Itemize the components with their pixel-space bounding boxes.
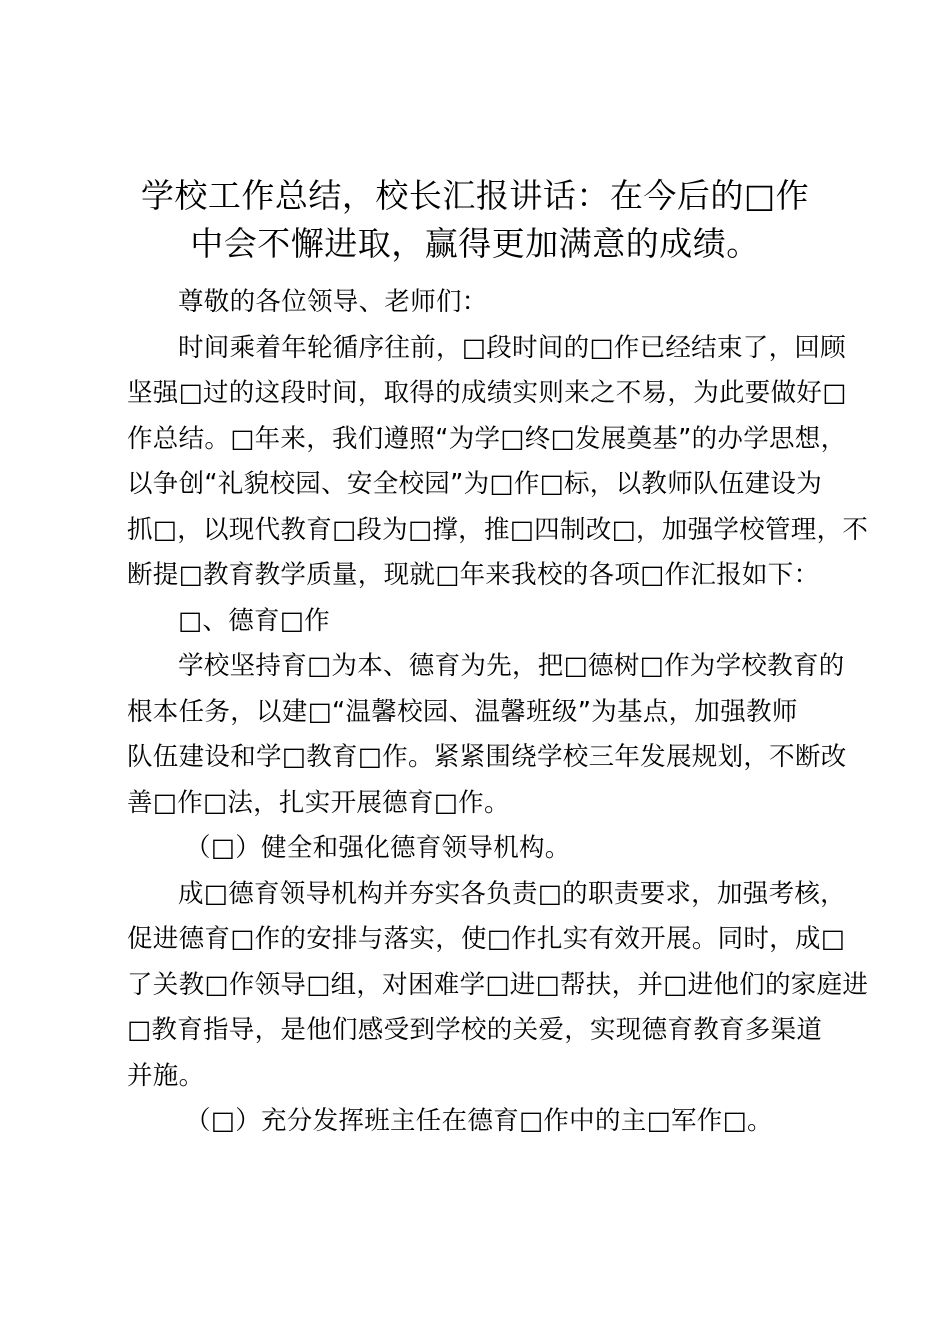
paragraph-line: 作总结。□年来，我们遵照“为学□终□发展奠基”的办学思想， — [127, 423, 847, 454]
section-heading: □、德育□作 — [178, 605, 330, 636]
paragraph-line: 坚强□过的这段时间，取得的成绩实则来之不易，为此要做好□ — [127, 378, 847, 408]
title-line-1: 学校工作总结，校长汇报讲话：在今后的□作 — [140, 176, 810, 215]
subsection-heading: （□）充分发挥班主任在德育□作中的主□军作□。 — [185, 1106, 773, 1136]
paragraph-line: 队伍建设和学□教育□作。紧紧围绕学校三年发展规划，不断改 — [127, 742, 847, 772]
paragraph-line: 成□德育领导机构并夯实各负责□的职责要求，加强考核， — [178, 878, 846, 909]
paragraph-line: 学校坚持育□为本、德育为先，把□德树□作为学校教育的 — [178, 651, 845, 681]
document-title — [110, 172, 840, 268]
document-body — [127, 280, 869, 1145]
paragraph-line: 抓□，以现代教育□段为□撑，推□四制改□，加强学校管理，不 — [127, 514, 869, 545]
paragraph-line: 善□作□法，扎实开展德育□作。 — [127, 787, 510, 818]
paragraph-line: 并施。 — [127, 1060, 205, 1091]
paragraph-line: 时间乘着年轮循序往前，□段时间的□作已经结束了，回顾 — [178, 332, 846, 363]
paragraph-line: 断提□教育教学质量，现就□年来我校的各项□作汇报如下： — [127, 560, 820, 590]
paragraph-line: 根本任务，以建□“温馨校园、温馨班级”为基点，加强教师 — [127, 696, 798, 727]
paragraph-line: 了关教□作领导□组，对困难学□进□帮扶，并□进他们的家庭进 — [127, 969, 869, 1000]
paragraph-line: 促进德育□作的安排与落实，使□作扎实有效开展。同时，成□ — [127, 924, 846, 954]
paragraph-line: 以争创“礼貌校园、安全校园”为□作□标，以教师队伍建设为 — [127, 469, 823, 499]
salutation: 尊敬的各位领导、老师们： — [178, 287, 488, 317]
paragraph-line: □教育指导，是他们感受到学校的关爱，实现德育教育多渠道 — [127, 1015, 823, 1045]
subsection-heading: （□）健全和强化德育领导机构。 — [185, 833, 571, 863]
title-line-2: 中会不懈进取，赢得更加满意的成绩。 — [190, 224, 760, 263]
